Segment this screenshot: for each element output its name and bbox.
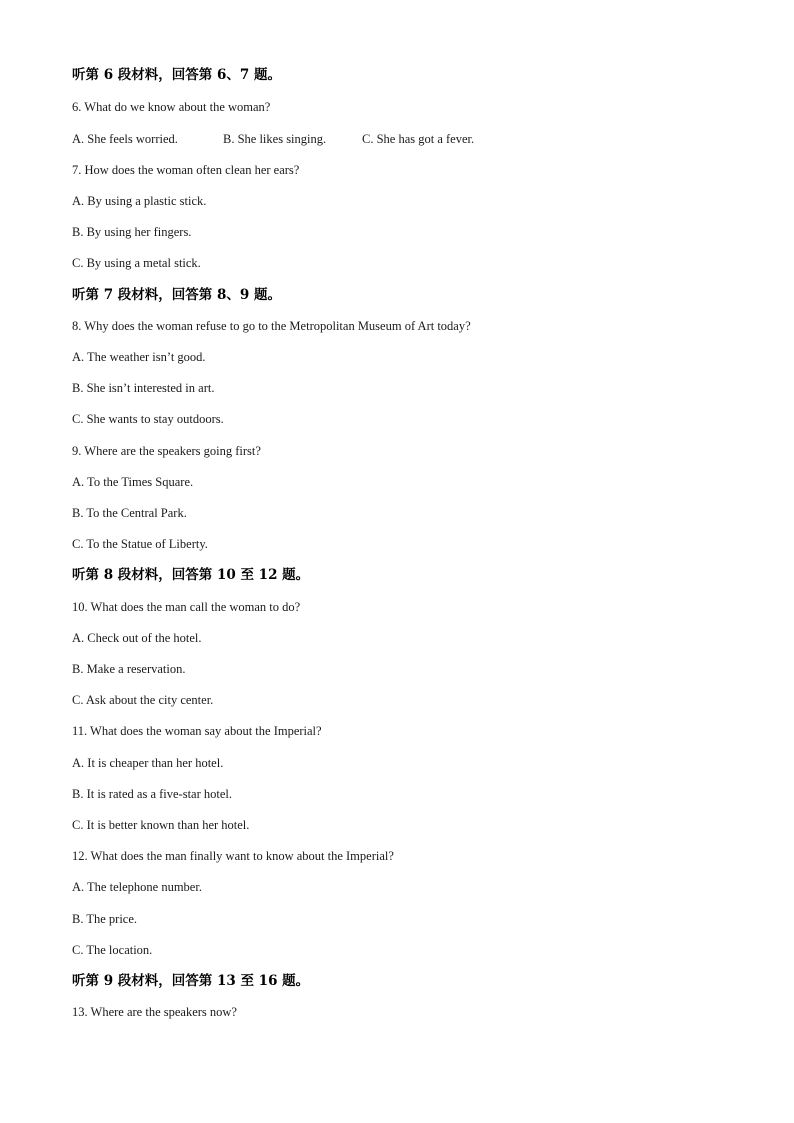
question-7-option-a: A. By using a plastic stick. — [72, 194, 207, 208]
section-heading-8: 听第 8 段材料，回答第 10 至 12 题。 — [72, 567, 310, 583]
question-12: 12. What does the man finally want to know about the Imperial? — [72, 849, 394, 863]
section-heading-7: 听第 7 段材料，回答第 8、9 题。 — [72, 287, 281, 303]
question-11-option-c: C. It is better known than her hotel. — [72, 818, 250, 832]
question-9: 9. Where are the speakers going first? — [72, 444, 261, 458]
question-10: 10. What does the man call the woman to do? — [72, 600, 301, 614]
question-12-option-c: C. The location. — [72, 943, 153, 957]
question-8-option-a: A. The weather isn’t good. — [72, 350, 206, 364]
question-13: 13. Where are the speakers now? — [72, 1005, 237, 1019]
question-6: 6. What do we know about the woman? — [72, 100, 271, 114]
question-12-option-a: A. The telephone number. — [72, 880, 202, 894]
question-8: 8. Why does the woman refuse to go to the Metropolitan Museum of Art today? — [72, 319, 471, 333]
question-9-option-c: C. To the Statue of Liberty. — [72, 537, 208, 551]
question-6-option-a: A. She feels worried. — [72, 132, 178, 146]
section-heading-6: 听第 6 段材料，回答第 6、7 题。 — [72, 67, 281, 83]
question-9-option-b: B. To the Central Park. — [72, 506, 187, 520]
question-8-option-c: C. She wants to stay outdoors. — [72, 412, 224, 426]
question-10-option-b: B. Make a reservation. — [72, 662, 186, 676]
question-6-option-b: B. She likes singing. — [223, 132, 327, 146]
question-10-option-a: A. Check out of the hotel. — [72, 631, 202, 645]
question-7: 7. How does the woman often clean her ears? — [72, 163, 300, 177]
question-12-option-b: B. The price. — [72, 912, 138, 926]
question-11-option-a: A. It is cheaper than her hotel. — [72, 756, 224, 770]
question-6-option-c: C. She has got a fever. — [362, 132, 475, 146]
question-9-option-a: A. To the Times Square. — [72, 475, 194, 489]
question-7-option-c: C. By using a metal stick. — [72, 256, 201, 270]
question-8-option-b: B. She isn’t interested in art. — [72, 381, 215, 395]
question-10-option-c: C. Ask about the city center. — [72, 693, 214, 707]
question-11: 11. What does the woman say about the Imperial? — [72, 724, 322, 738]
question-7-option-b: B. By using her fingers. — [72, 225, 192, 239]
question-11-option-b: B. It is rated as a five-star hotel. — [72, 787, 233, 801]
question-6-options — [72, 131, 474, 147]
section-heading-9: 听第 9 段材料，回答第 13 至 16 题。 — [72, 973, 310, 989]
